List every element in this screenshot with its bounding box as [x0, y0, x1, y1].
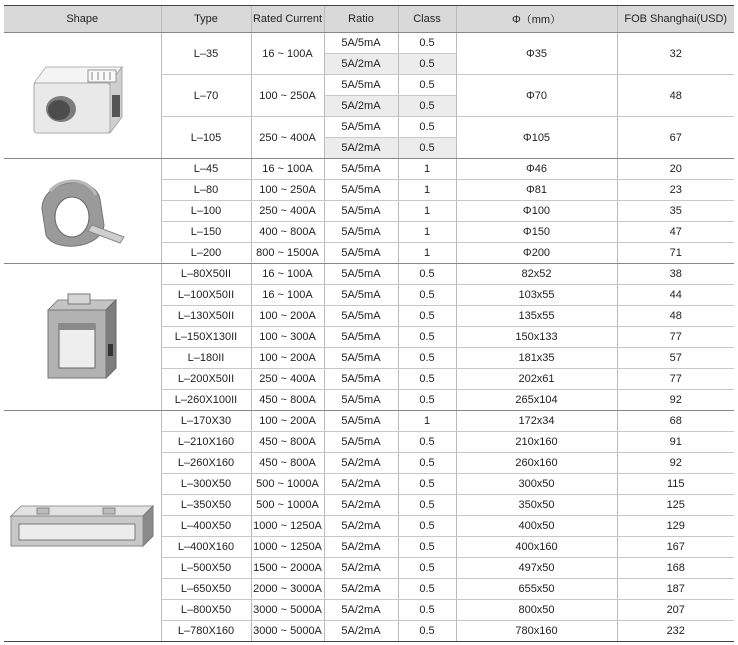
phi-cell: Φ100 [456, 201, 617, 222]
type-cell: L–80 [161, 180, 251, 201]
current-cell: 800 ~ 1500A [251, 243, 324, 264]
ratio-cell: 5A/5mA [324, 348, 398, 369]
phi-cell: 260x160 [456, 453, 617, 474]
fob-cell: 44 [617, 285, 734, 306]
type-cell: L–100 [161, 201, 251, 222]
ratio-cell: 5A/2mA [324, 516, 398, 537]
ratio-cell: 5A/2mA [324, 579, 398, 600]
type-cell: L–150X130II [161, 327, 251, 348]
type-cell: L–260X100II [161, 390, 251, 411]
fob-cell: 129 [617, 516, 734, 537]
ratio-cell: 5A/2mA [324, 495, 398, 516]
fob-cell: 125 [617, 495, 734, 516]
phi-cell: Φ150 [456, 222, 617, 243]
fob-cell: 92 [617, 390, 734, 411]
fob-cell: 187 [617, 579, 734, 600]
fob-cell: 92 [617, 453, 734, 474]
header-class: Class [398, 6, 456, 33]
ratio-cell: 5A/5mA [324, 159, 398, 180]
ratio-cell: 5A/5mA [324, 33, 398, 54]
shape-cell-2 [4, 159, 161, 264]
table-row [4, 411, 734, 432]
phi-cell: 800x50 [456, 600, 617, 621]
ratio-cell: 5A/5mA [324, 285, 398, 306]
type-cell: L–260X160 [161, 453, 251, 474]
class-cell: 0.5 [398, 621, 456, 642]
fob-cell: 47 [617, 222, 734, 243]
header-shape: Shape [4, 6, 161, 33]
fob-cell: 115 [617, 474, 734, 495]
type-cell: L–650X50 [161, 579, 251, 600]
class-cell: 0.5 [398, 285, 456, 306]
ratio-cell: 5A/2mA [324, 537, 398, 558]
fob-cell: 67 [617, 117, 734, 159]
ratio-cell: 5A/2mA [324, 96, 398, 117]
class-cell: 1 [398, 201, 456, 222]
header-fob: FOB Shanghai(USD) [617, 6, 734, 33]
phi-cell: Φ46 [456, 159, 617, 180]
ratio-cell: 5A/2mA [324, 558, 398, 579]
class-cell: 0.5 [398, 96, 456, 117]
shape-cell-3 [4, 264, 161, 411]
ratio-cell: 5A/5mA [324, 390, 398, 411]
current-cell: 3000 ~ 5000A [251, 600, 324, 621]
class-cell: 1 [398, 243, 456, 264]
current-cell: 100 ~ 200A [251, 306, 324, 327]
current-cell: 100 ~ 250A [251, 180, 324, 201]
class-cell: 0.5 [398, 579, 456, 600]
type-cell: L–780X160 [161, 621, 251, 642]
ratio-cell: 5A/5mA [324, 180, 398, 201]
rectangular-ct-icon [42, 292, 122, 382]
ratio-cell: 5A/5mA [324, 243, 398, 264]
current-cell: 3000 ~ 5000A [251, 621, 324, 642]
type-cell: L–800X50 [161, 600, 251, 621]
current-cell: 400 ~ 800A [251, 222, 324, 243]
class-cell: 0.5 [398, 600, 456, 621]
type-cell: L–200X50II [161, 369, 251, 390]
current-cell: 16 ~ 100A [251, 264, 324, 285]
fob-cell: 48 [617, 75, 734, 117]
class-cell: 0.5 [398, 390, 456, 411]
class-cell: 0.5 [398, 516, 456, 537]
current-cell: 16 ~ 100A [251, 33, 324, 75]
class-cell: 0.5 [398, 558, 456, 579]
phi-cell: 400x160 [456, 537, 617, 558]
class-cell: 1 [398, 222, 456, 243]
ratio-cell: 5A/5mA [324, 306, 398, 327]
fob-cell: 57 [617, 348, 734, 369]
header-ratio: Ratio [324, 6, 398, 33]
current-cell: 500 ~ 1000A [251, 474, 324, 495]
fob-cell: 32 [617, 33, 734, 75]
type-cell: L–35 [161, 33, 251, 75]
fob-cell: 91 [617, 432, 734, 453]
ratio-cell: 5A/2mA [324, 600, 398, 621]
current-cell: 500 ~ 1000A [251, 495, 324, 516]
current-cell: 1000 ~ 1250A [251, 516, 324, 537]
long-slot-ct-icon [7, 502, 157, 550]
class-cell: 0.5 [398, 348, 456, 369]
type-cell: L–210X160 [161, 432, 251, 453]
class-cell: 0.5 [398, 75, 456, 96]
type-cell: L–200 [161, 243, 251, 264]
type-cell: L–105 [161, 117, 251, 159]
ratio-cell: 5A/5mA [324, 327, 398, 348]
fob-cell: 167 [617, 537, 734, 558]
class-cell: 0.5 [398, 537, 456, 558]
class-cell: 0.5 [398, 369, 456, 390]
phi-cell: 350x50 [456, 495, 617, 516]
fob-cell: 232 [617, 621, 734, 642]
class-cell: 0.5 [398, 474, 456, 495]
fob-cell: 38 [617, 264, 734, 285]
current-cell: 100 ~ 250A [251, 75, 324, 117]
type-cell: L–300X50 [161, 474, 251, 495]
type-cell: L–400X50 [161, 516, 251, 537]
phi-cell: 135x55 [456, 306, 617, 327]
class-cell: 0.5 [398, 306, 456, 327]
class-cell: 0.5 [398, 54, 456, 75]
header-phi: Φ（mm） [456, 6, 617, 33]
phi-cell: 655x50 [456, 579, 617, 600]
phi-cell: 150x133 [456, 327, 617, 348]
current-cell: 100 ~ 200A [251, 348, 324, 369]
fob-cell: 35 [617, 201, 734, 222]
fob-cell: 48 [617, 306, 734, 327]
ratio-cell: 5A/2mA [324, 621, 398, 642]
phi-cell: 181x35 [456, 348, 617, 369]
phi-cell: 780x160 [456, 621, 617, 642]
class-cell: 1 [398, 411, 456, 432]
ratio-cell: 5A/5mA [324, 222, 398, 243]
class-cell: 1 [398, 180, 456, 201]
phi-cell: Φ200 [456, 243, 617, 264]
type-cell: L–170X30 [161, 411, 251, 432]
phi-cell: 400x50 [456, 516, 617, 537]
type-cell: L–180II [161, 348, 251, 369]
table-row [4, 159, 734, 180]
class-cell: 0.5 [398, 432, 456, 453]
shape-cell-4 [4, 411, 161, 642]
fob-cell: 168 [617, 558, 734, 579]
ratio-cell: 5A/5mA [324, 117, 398, 138]
type-cell: L–45 [161, 159, 251, 180]
ratio-cell: 5A/2mA [324, 54, 398, 75]
header-rated-current: Rated Current [251, 6, 324, 33]
ratio-cell: 5A/5mA [324, 369, 398, 390]
type-cell: L–130X50II [161, 306, 251, 327]
type-cell: L–80X50II [161, 264, 251, 285]
fob-cell: 68 [617, 411, 734, 432]
class-cell: 1 [398, 159, 456, 180]
current-cell: 16 ~ 100A [251, 159, 324, 180]
phi-cell: 202x61 [456, 369, 617, 390]
type-cell: L–500X50 [161, 558, 251, 579]
type-cell: L–400X160 [161, 537, 251, 558]
shape-cell-1 [4, 33, 161, 159]
current-cell: 16 ~ 100A [251, 285, 324, 306]
phi-cell: Φ70 [456, 75, 617, 117]
current-cell: 100 ~ 200A [251, 411, 324, 432]
ratio-cell: 5A/2mA [324, 474, 398, 495]
current-cell: 250 ~ 400A [251, 117, 324, 159]
ratio-cell: 5A/2mA [324, 138, 398, 159]
ratio-cell: 5A/5mA [324, 411, 398, 432]
fob-cell: 77 [617, 327, 734, 348]
type-cell: L–150 [161, 222, 251, 243]
phi-cell: 210x160 [456, 432, 617, 453]
current-cell: 2000 ~ 3000A [251, 579, 324, 600]
fob-cell: 71 [617, 243, 734, 264]
phi-cell: 103x55 [456, 285, 617, 306]
type-cell: L–70 [161, 75, 251, 117]
current-cell: 1000 ~ 1250A [251, 537, 324, 558]
current-cell: 100 ~ 300A [251, 327, 324, 348]
class-cell: 0.5 [398, 117, 456, 138]
table-row [4, 33, 734, 54]
current-cell: 450 ~ 800A [251, 453, 324, 474]
fob-cell: 20 [617, 159, 734, 180]
class-cell: 0.5 [398, 495, 456, 516]
class-cell: 0.5 [398, 264, 456, 285]
ratio-cell: 5A/5mA [324, 432, 398, 453]
ratio-cell: 5A/5mA [324, 75, 398, 96]
ratio-cell: 5A/2mA [324, 453, 398, 474]
current-cell: 450 ~ 800A [251, 432, 324, 453]
fob-cell: 23 [617, 180, 734, 201]
phi-cell: 300x50 [456, 474, 617, 495]
ring-ct-icon [32, 165, 132, 257]
class-cell: 0.5 [398, 453, 456, 474]
phi-cell: 265x104 [456, 390, 617, 411]
phi-cell: Φ35 [456, 33, 617, 75]
current-cell: 250 ~ 400A [251, 201, 324, 222]
current-cell: 250 ~ 400A [251, 369, 324, 390]
current-cell: 1500 ~ 2000A [251, 558, 324, 579]
header-type: Type [161, 6, 251, 33]
class-cell: 0.5 [398, 33, 456, 54]
type-cell: L–100X50II [161, 285, 251, 306]
current-cell: 450 ~ 800A [251, 390, 324, 411]
phi-cell: 497x50 [456, 558, 617, 579]
spec-table [4, 5, 734, 642]
header-row [4, 6, 734, 33]
table-row [4, 264, 734, 285]
type-cell: L–350X50 [161, 495, 251, 516]
ratio-cell: 5A/5mA [324, 201, 398, 222]
round-ct-housing-icon [26, 55, 138, 137]
fob-cell: 77 [617, 369, 734, 390]
phi-cell: 172x34 [456, 411, 617, 432]
phi-cell: Φ105 [456, 117, 617, 159]
ratio-cell: 5A/5mA [324, 264, 398, 285]
phi-cell: Φ81 [456, 180, 617, 201]
fob-cell: 207 [617, 600, 734, 621]
class-cell: 0.5 [398, 138, 456, 159]
phi-cell: 82x52 [456, 264, 617, 285]
class-cell: 0.5 [398, 327, 456, 348]
